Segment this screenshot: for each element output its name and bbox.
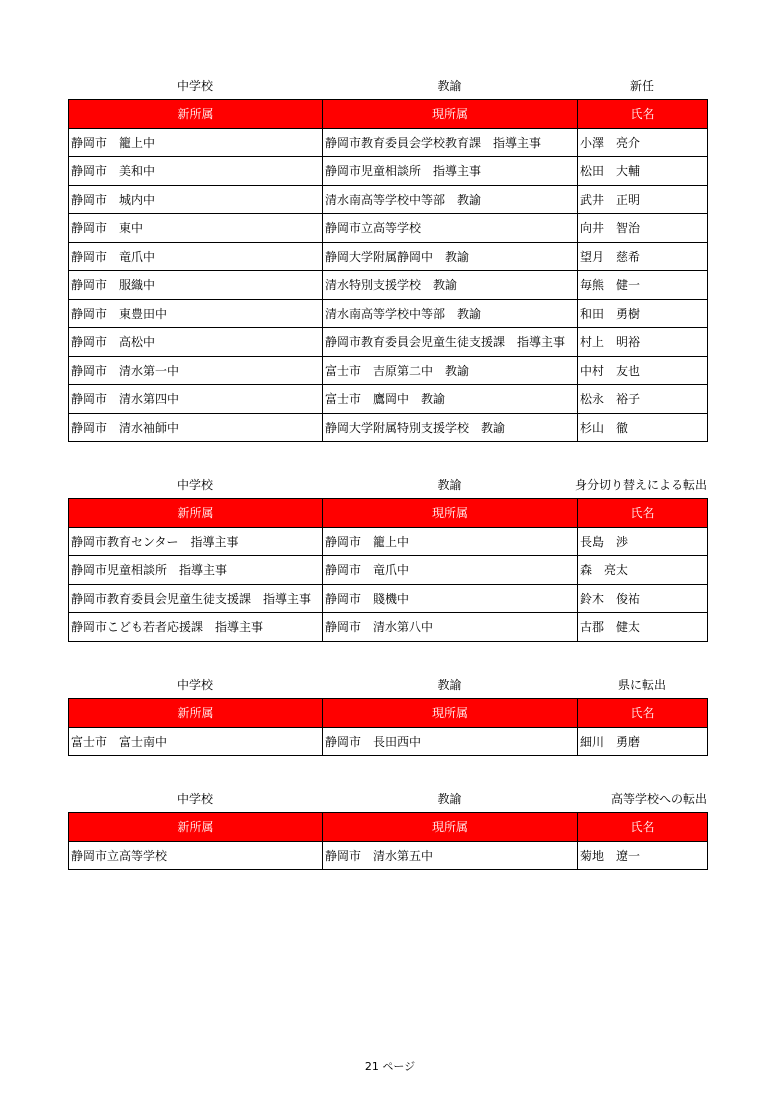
- table-cell: 杉山 徹: [578, 413, 708, 442]
- section-caption: [68, 71, 707, 99]
- table-cell: 静岡市 清水第五中: [323, 841, 578, 870]
- section-caption: [68, 784, 707, 812]
- column-header: 氏名: [578, 813, 708, 842]
- table-row: [69, 157, 708, 186]
- table-cell: 静岡市 清水第八中: [323, 613, 578, 642]
- assignment-table: [68, 498, 708, 642]
- header-row: [69, 499, 708, 528]
- table-cell: 静岡市 竜爪中: [323, 556, 578, 585]
- table-cell: 静岡市教育委員会学校教育課 指導主事: [323, 128, 578, 157]
- category: 新任: [629, 79, 654, 93]
- table-row: [69, 356, 708, 385]
- assignment-table: [68, 812, 708, 870]
- table-row: [69, 584, 708, 613]
- table-cell: 松田 大輔: [578, 157, 708, 186]
- table-cell: 清水特別支援学校 教諭: [323, 271, 578, 300]
- position: 教諭: [437, 792, 462, 806]
- header-row: [69, 699, 708, 728]
- column-header: 氏名: [578, 100, 708, 129]
- position: 教諭: [437, 678, 462, 692]
- table-row: [69, 727, 708, 756]
- table-cell: 清水南高等学校中等部 教諭: [323, 185, 578, 214]
- section-caption: [68, 470, 707, 498]
- table-row: [69, 185, 708, 214]
- table-cell: 静岡市児童相談所 指導主事: [323, 157, 578, 186]
- table-cell: 静岡市 清水第四中: [69, 385, 323, 414]
- table-cell: 和田 勇樹: [578, 299, 708, 328]
- table-row: [69, 413, 708, 442]
- table-cell: 静岡市教育委員会児童生徒支援課 指導主事: [323, 328, 578, 357]
- table-cell: 毎熊 健一: [578, 271, 708, 300]
- table-cell: 長島 渉: [578, 527, 708, 556]
- column-header: 新所属: [69, 100, 323, 129]
- school-type: 中学校: [176, 792, 213, 806]
- column-header: 氏名: [578, 699, 708, 728]
- table-cell: 向井 智治: [578, 214, 708, 243]
- assignment-section: [68, 784, 707, 870]
- position: 教諭: [437, 478, 462, 492]
- table-cell: 静岡市 清水袖師中: [69, 413, 323, 442]
- table-cell: 中村 友也: [578, 356, 708, 385]
- table-cell: 静岡市こども若者応援課 指導主事: [69, 613, 323, 642]
- table-row: [69, 299, 708, 328]
- table-row: [69, 841, 708, 870]
- column-header: 氏名: [578, 499, 708, 528]
- table-cell: 静岡市 東中: [69, 214, 323, 243]
- school-type: 中学校: [176, 79, 213, 93]
- column-header: 新所属: [69, 699, 323, 728]
- table-cell: 静岡市 服織中: [69, 271, 323, 300]
- page-number: 21 ページ: [364, 1060, 416, 1073]
- column-header: 現所属: [323, 499, 578, 528]
- table-row: [69, 613, 708, 642]
- section-caption: [68, 670, 707, 698]
- table-row: [69, 527, 708, 556]
- assignment-section: [68, 670, 707, 756]
- table-cell: 静岡市 籠上中: [69, 128, 323, 157]
- table-cell: 静岡市 長田西中: [323, 727, 578, 756]
- table-row: [69, 242, 708, 271]
- table-cell: 静岡市 東豊田中: [69, 299, 323, 328]
- category: 高等学校への転出: [610, 792, 707, 806]
- table-cell: 静岡市 城内中: [69, 185, 323, 214]
- table-cell: 小澤 亮介: [578, 128, 708, 157]
- assignment-table: [68, 99, 708, 442]
- table-cell: 静岡市教育委員会児童生徒支援課 指導主事: [69, 584, 323, 613]
- column-header: 現所属: [323, 813, 578, 842]
- table-cell: 静岡市 美和中: [69, 157, 323, 186]
- table-cell: 古郡 健太: [578, 613, 708, 642]
- assignment-section: [68, 470, 707, 642]
- table-cell: 静岡市立高等学校: [69, 841, 323, 870]
- table-row: [69, 271, 708, 300]
- table-row: [69, 128, 708, 157]
- school-type: 中学校: [176, 678, 213, 692]
- table-cell: 静岡市立高等学校: [323, 214, 578, 243]
- table-cell: 静岡市教育センター 指導主事: [69, 527, 323, 556]
- table-cell: 森 亮太: [578, 556, 708, 585]
- table-row: [69, 556, 708, 585]
- table-row: [69, 328, 708, 357]
- column-header: 現所属: [323, 699, 578, 728]
- table-cell: 富士市 吉原第二中 教諭: [323, 356, 578, 385]
- column-header: 新所属: [69, 813, 323, 842]
- header-row: [69, 813, 708, 842]
- column-header: 現所属: [323, 100, 578, 129]
- assignment-table: [68, 698, 708, 756]
- assignment-section: [68, 71, 707, 442]
- table-cell: 鈴木 俊祐: [578, 584, 708, 613]
- table-cell: 望月 慈希: [578, 242, 708, 271]
- position: 教諭: [437, 79, 462, 93]
- category: 県に転出: [617, 678, 666, 692]
- table-cell: 清水南高等学校中等部 教諭: [323, 299, 578, 328]
- table-cell: 菊地 遼一: [578, 841, 708, 870]
- table-cell: 静岡市児童相談所 指導主事: [69, 556, 323, 585]
- table-cell: 富士市 富士南中: [69, 727, 323, 756]
- table-cell: 静岡市 賤機中: [323, 584, 578, 613]
- table-cell: 松永 裕子: [578, 385, 708, 414]
- table-cell: 細川 勇磨: [578, 727, 708, 756]
- table-cell: 静岡大学附属静岡中 教諭: [323, 242, 578, 271]
- header-row: [69, 100, 708, 129]
- table-cell: 村上 明裕: [578, 328, 708, 357]
- table-cell: 静岡大学附属特別支援学校 教諭: [323, 413, 578, 442]
- table-cell: 静岡市 清水第一中: [69, 356, 323, 385]
- table-row: [69, 214, 708, 243]
- table-cell: 静岡市 籠上中: [323, 527, 578, 556]
- column-header: 新所属: [69, 499, 323, 528]
- school-type: 中学校: [176, 478, 213, 492]
- table-row: [69, 385, 708, 414]
- table-cell: 富士市 鷹岡中 教諭: [323, 385, 578, 414]
- table-cell: 武井 正明: [578, 185, 708, 214]
- category: 身分切り替えによる転出: [574, 478, 707, 492]
- table-cell: 静岡市 竜爪中: [69, 242, 323, 271]
- table-cell: 静岡市 高松中: [69, 328, 323, 357]
